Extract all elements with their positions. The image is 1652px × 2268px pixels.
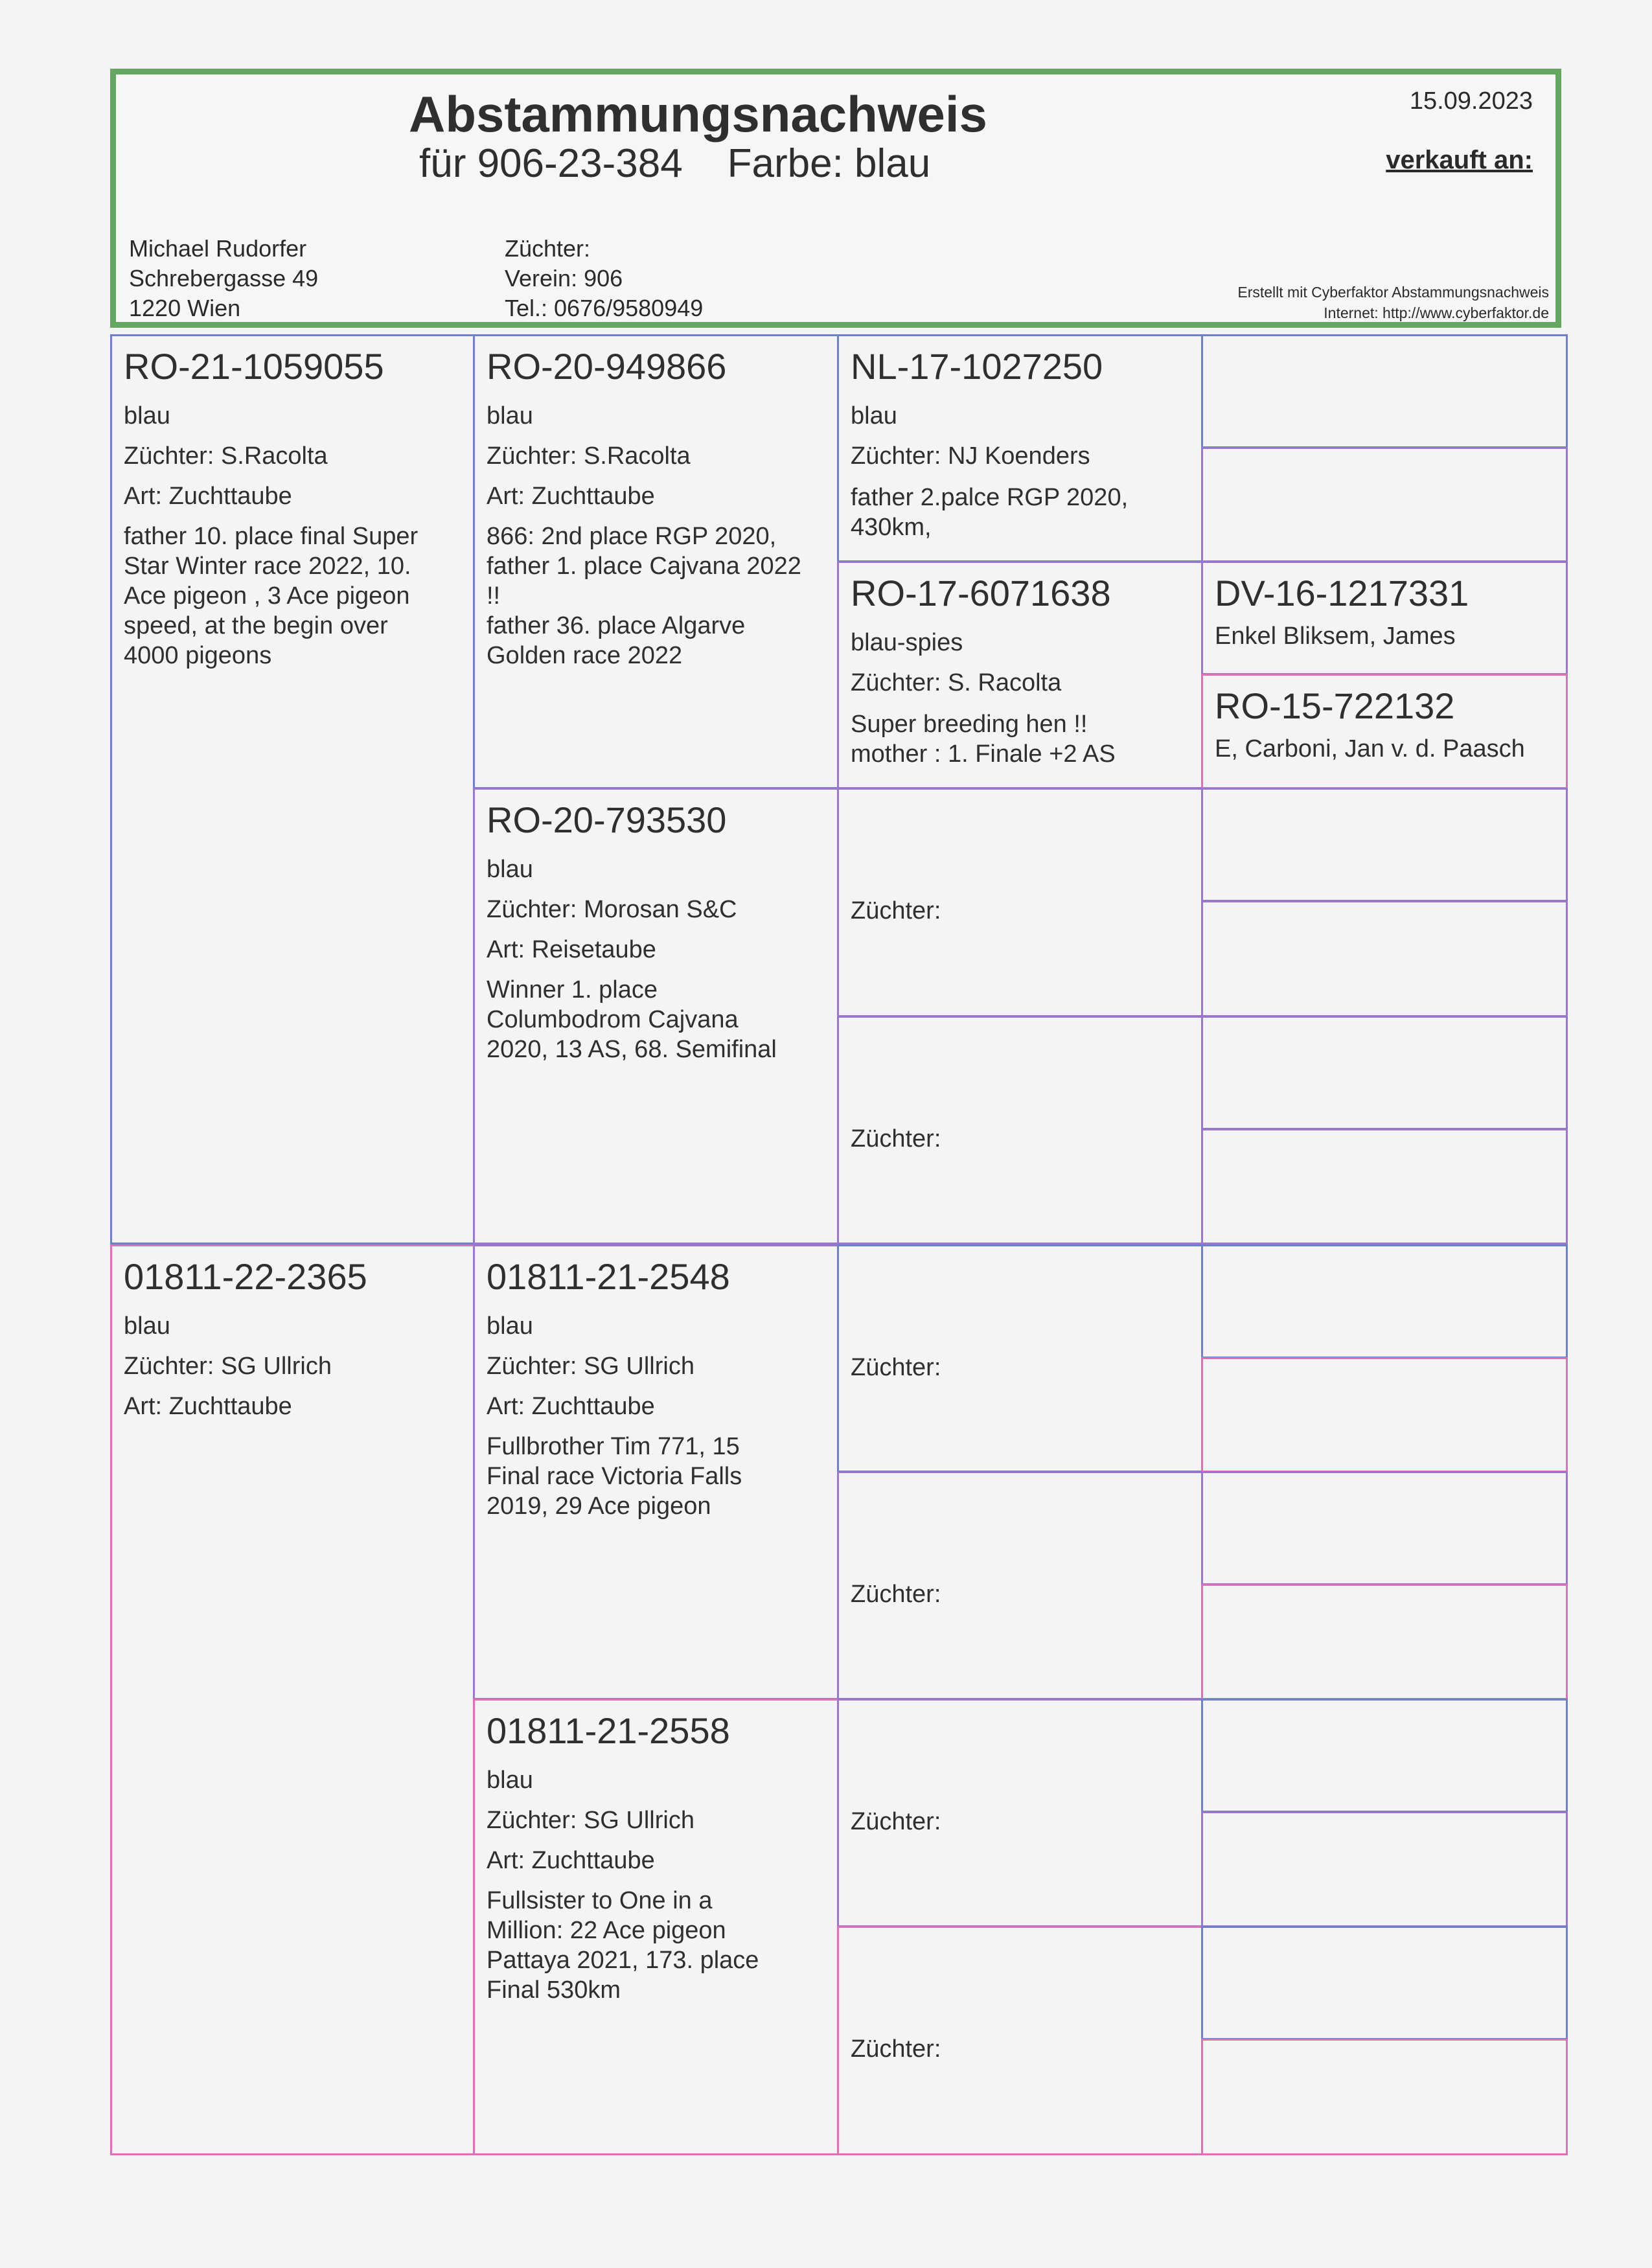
gen4-box-2 bbox=[1201, 447, 1568, 562]
gen4-box-7 bbox=[1201, 1016, 1568, 1130]
breeder-club: Verein: 906 bbox=[505, 265, 623, 292]
pigeon-type: Art: Zuchttaube bbox=[124, 1393, 292, 1420]
gen4-box-15 bbox=[1201, 1926, 1568, 2040]
father-box bbox=[110, 334, 475, 1244]
empty-breeder-label: Züchter: bbox=[851, 1125, 941, 1152]
pigeon-breeder: Züchter: S. Racolta bbox=[851, 669, 1062, 696]
mmm-box bbox=[837, 1926, 1203, 2155]
ring-number: RO-15-722132 bbox=[1215, 685, 1455, 726]
mother-mother-box bbox=[473, 1699, 839, 2155]
pigeon-notes: Winner 1. place Columbodrom Cajvana 2020, 13 AS, 68. Semifinal bbox=[487, 976, 777, 1063]
document-date: 15.09.2023 bbox=[1409, 87, 1533, 115]
gen4-box-9 bbox=[1201, 1244, 1568, 1358]
pigeon-color: blau bbox=[124, 402, 170, 430]
credit-line: Erstellt mit Cyberfaktor Abstammungsnachweis bbox=[1237, 284, 1549, 301]
gen4-box-13 bbox=[1201, 1699, 1568, 1813]
pigeon-breeder: Züchter: S.Racolta bbox=[124, 442, 328, 470]
gen4-box-12 bbox=[1201, 1584, 1568, 1700]
pigeon-notes: Fullbrother Tim 771, 15 Final race Victoria Falls 2019, 29 Ace pigeon bbox=[487, 1433, 742, 1520]
pigeon-notes: Super breeding hen !! mother : 1. Finale +2 AS bbox=[851, 711, 1116, 768]
father-father-box bbox=[473, 334, 839, 789]
gen4-box-16 bbox=[1201, 2039, 1568, 2155]
software-credit bbox=[1237, 282, 1549, 323]
gen4-box-1 bbox=[1201, 334, 1568, 448]
fmf-box bbox=[837, 788, 1203, 1017]
gen4-box-5 bbox=[1201, 788, 1568, 902]
owner-address bbox=[129, 234, 318, 323]
mmf-box bbox=[837, 1699, 1203, 1927]
ffmf-box bbox=[1201, 561, 1568, 675]
pigeon-notes: 866: 2nd place RGP 2020, father 1. place Cajvana 2022 !! father 36. place Algarve Golden race 2022 bbox=[487, 523, 801, 669]
mff-box bbox=[837, 1244, 1203, 1472]
mother-box bbox=[110, 1244, 475, 2155]
gen4-box-10 bbox=[1201, 1357, 1568, 1472]
pigeon-color: blau bbox=[851, 402, 897, 430]
owner-street: Schrebergasse 49 bbox=[129, 265, 319, 292]
father-mother-box bbox=[473, 788, 839, 1244]
pigeon-notes: father 10. place final Super Star Winter race 2022, 10. Ace pigeon , 3 Ace pigeon speed, at the begin over 4000 pigeons bbox=[124, 523, 419, 669]
mother-father-box bbox=[473, 1244, 839, 1700]
sold-to-label: verkauft an: bbox=[1386, 146, 1533, 174]
pigeon-notes: Fullsister to One in a Million: 22 Ace pigeon Pattaya 2021, 173. place Final 530km bbox=[487, 1887, 759, 2004]
empty-breeder-label: Züchter: bbox=[851, 1581, 941, 1608]
ffm-box bbox=[837, 561, 1203, 789]
pigeon-type: Art: Zuchttaube bbox=[487, 483, 655, 510]
ring-number: RO-21-1059055 bbox=[124, 346, 384, 387]
owner-city: 1220 Wien bbox=[129, 295, 241, 321]
owner-name: Michael Rudorfer bbox=[129, 235, 307, 262]
gen4-box-14 bbox=[1201, 1811, 1568, 1927]
breeder-info bbox=[505, 234, 703, 323]
ring-number: RO-20-949866 bbox=[487, 346, 727, 387]
pigeon-breeder: Züchter: SG Ullrich bbox=[487, 1807, 694, 1834]
pigeon-notes: father 2.palce RGP 2020, 430km, bbox=[851, 484, 1129, 541]
pigeon-color: blau bbox=[487, 856, 533, 883]
pigeon-color: blau bbox=[487, 1767, 533, 1794]
document-title: Abstammungsnachweis bbox=[409, 86, 987, 143]
pigeon-color: blau bbox=[124, 1312, 170, 1340]
pigeon-type: Art: Zuchttaube bbox=[487, 1847, 655, 1874]
pigeon-type: Art: Reisetaube bbox=[487, 936, 656, 963]
pigeon-notes: E, Carboni, Jan v. d. Paasch bbox=[1215, 735, 1525, 762]
breeder-label: Züchter: bbox=[505, 235, 591, 262]
document-subtitle: für 906-23-384 Farbe: blau bbox=[419, 141, 931, 186]
gen4-box-6 bbox=[1201, 900, 1568, 1017]
pigeon-color: blau bbox=[487, 1312, 533, 1340]
empty-breeder-label: Züchter: bbox=[851, 1354, 941, 1381]
ffmm-box bbox=[1201, 674, 1568, 789]
pigeon-breeder: Züchter: Morosan S&C bbox=[487, 896, 737, 923]
pigeon-notes: Enkel Bliksem, James bbox=[1215, 623, 1456, 650]
pigeon-breeder: Züchter: SG Ullrich bbox=[124, 1353, 332, 1380]
credit-url: Internet: http://www.cyberfaktor.de bbox=[1324, 304, 1549, 321]
header-box bbox=[110, 69, 1561, 328]
breeder-phone: Tel.: 0676/9580949 bbox=[505, 295, 704, 321]
ring-number: 01811-21-2558 bbox=[487, 1710, 730, 1751]
ring-number: 01811-21-2548 bbox=[487, 1256, 730, 1297]
empty-breeder-label: Züchter: bbox=[851, 1808, 941, 1835]
pigeon-type: Art: Zuchttaube bbox=[124, 483, 292, 510]
fmm-box bbox=[837, 1016, 1203, 1244]
ring-number: 01811-22-2365 bbox=[124, 1256, 367, 1297]
ring-number: RO-20-793530 bbox=[487, 799, 727, 840]
pigeon-breeder: Züchter: S.Racolta bbox=[487, 442, 691, 470]
pigeon-type: Art: Zuchttaube bbox=[487, 1393, 655, 1420]
empty-breeder-label: Züchter: bbox=[851, 2035, 941, 2063]
mfm-box bbox=[837, 1471, 1203, 1700]
gen4-box-11 bbox=[1201, 1471, 1568, 1585]
ring-number: RO-17-6071638 bbox=[851, 573, 1111, 613]
pigeon-color: blau-spies bbox=[851, 629, 963, 656]
empty-breeder-label: Züchter: bbox=[851, 897, 941, 924]
ring-number: NL-17-1027250 bbox=[851, 346, 1103, 387]
ring-number: DV-16-1217331 bbox=[1215, 573, 1469, 613]
pigeon-color: blau bbox=[487, 402, 533, 430]
pigeon-breeder: Züchter: NJ Koenders bbox=[851, 442, 1090, 470]
pigeon-breeder: Züchter: SG Ullrich bbox=[487, 1353, 694, 1380]
gen4-box-8 bbox=[1201, 1128, 1568, 1244]
fff-box bbox=[837, 334, 1203, 562]
